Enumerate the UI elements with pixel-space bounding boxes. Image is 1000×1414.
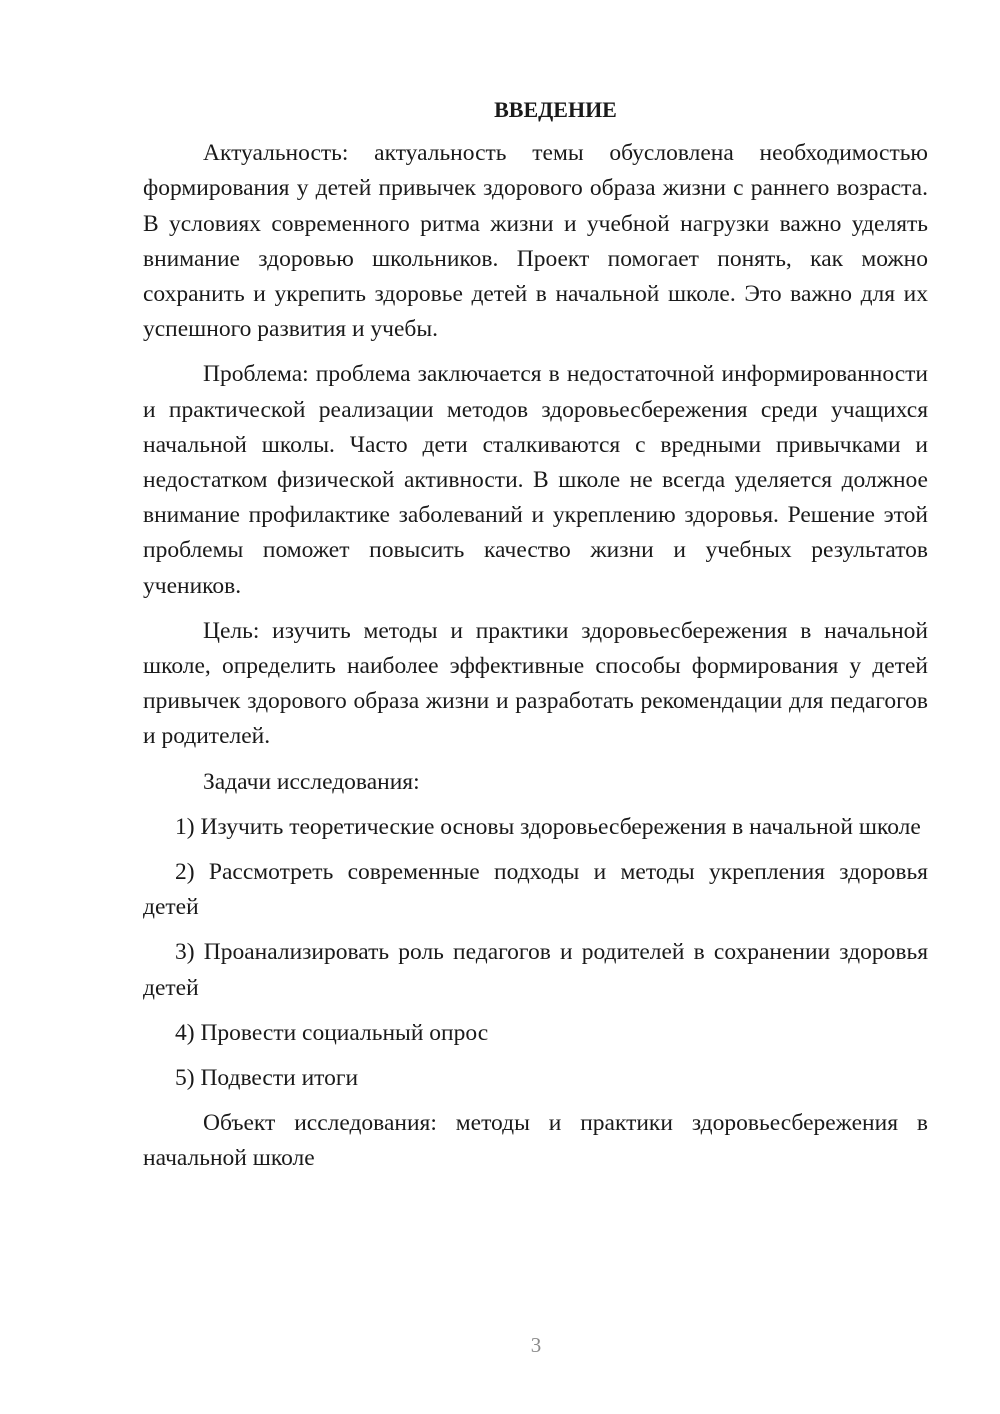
relevance-paragraph: Актуальность: актуальность темы обусловлена необходимостью формирования у детей привычек здорового образа жизни с раннего возраста. В условиях современного ритма жизни и учебной нагрузки важно уделять внимание здоровью школьников. Проект помогает понять, как можно сохранить и укрепить здоровье детей в начальной школе. Это важно для их успешного развития и учебы. — [143, 140, 928, 343]
task-item-4: 4) Провести социальный опрос — [175, 1019, 489, 1046]
task-item-3: 3) Проанализировать роль педагогов и родителей в сохранении здоровья детей — [143, 939, 928, 1001]
goal-paragraph: Цель: изучить методы и практики здоровьесбережения в начальной школе, определить наиболее эффективные способы формирования у детей привычек здорового образа жизни и разработать рекомендации для педагогов и родителей. — [143, 617, 928, 750]
object-paragraph: Объект исследования: методы и практики здоровьесбережения в начальной школе — [143, 1110, 928, 1172]
task-item-1: 1) Изучить теоретические основы здоровьесбережения в начальной школе — [175, 813, 921, 840]
page-content — [143, 92, 928, 1187]
tasks-heading: Задачи исследования: — [203, 768, 420, 795]
task-item-5: 5) Подвести итоги — [175, 1065, 359, 1092]
page-number: 3 — [530, 1333, 542, 1357]
task-item-2: 2) Рассмотреть современные подходы и методы укрепления здоровья детей — [143, 859, 928, 921]
section-title: ВВЕДЕНИЕ — [494, 97, 617, 122]
problem-paragraph: Проблема: проблема заключается в недостаточной информированности и практической реализации методов здоровьесбережения среди учащихся начальной школы. Часто дети сталкиваются с вредными привычками и недостатком физической активности. В школе не всегда уделяется должное внимание профилактике заболеваний и укреплению здоровья. Решение этой проблемы поможет повысить качество жизни и учебных результатов учеников. — [143, 361, 928, 599]
